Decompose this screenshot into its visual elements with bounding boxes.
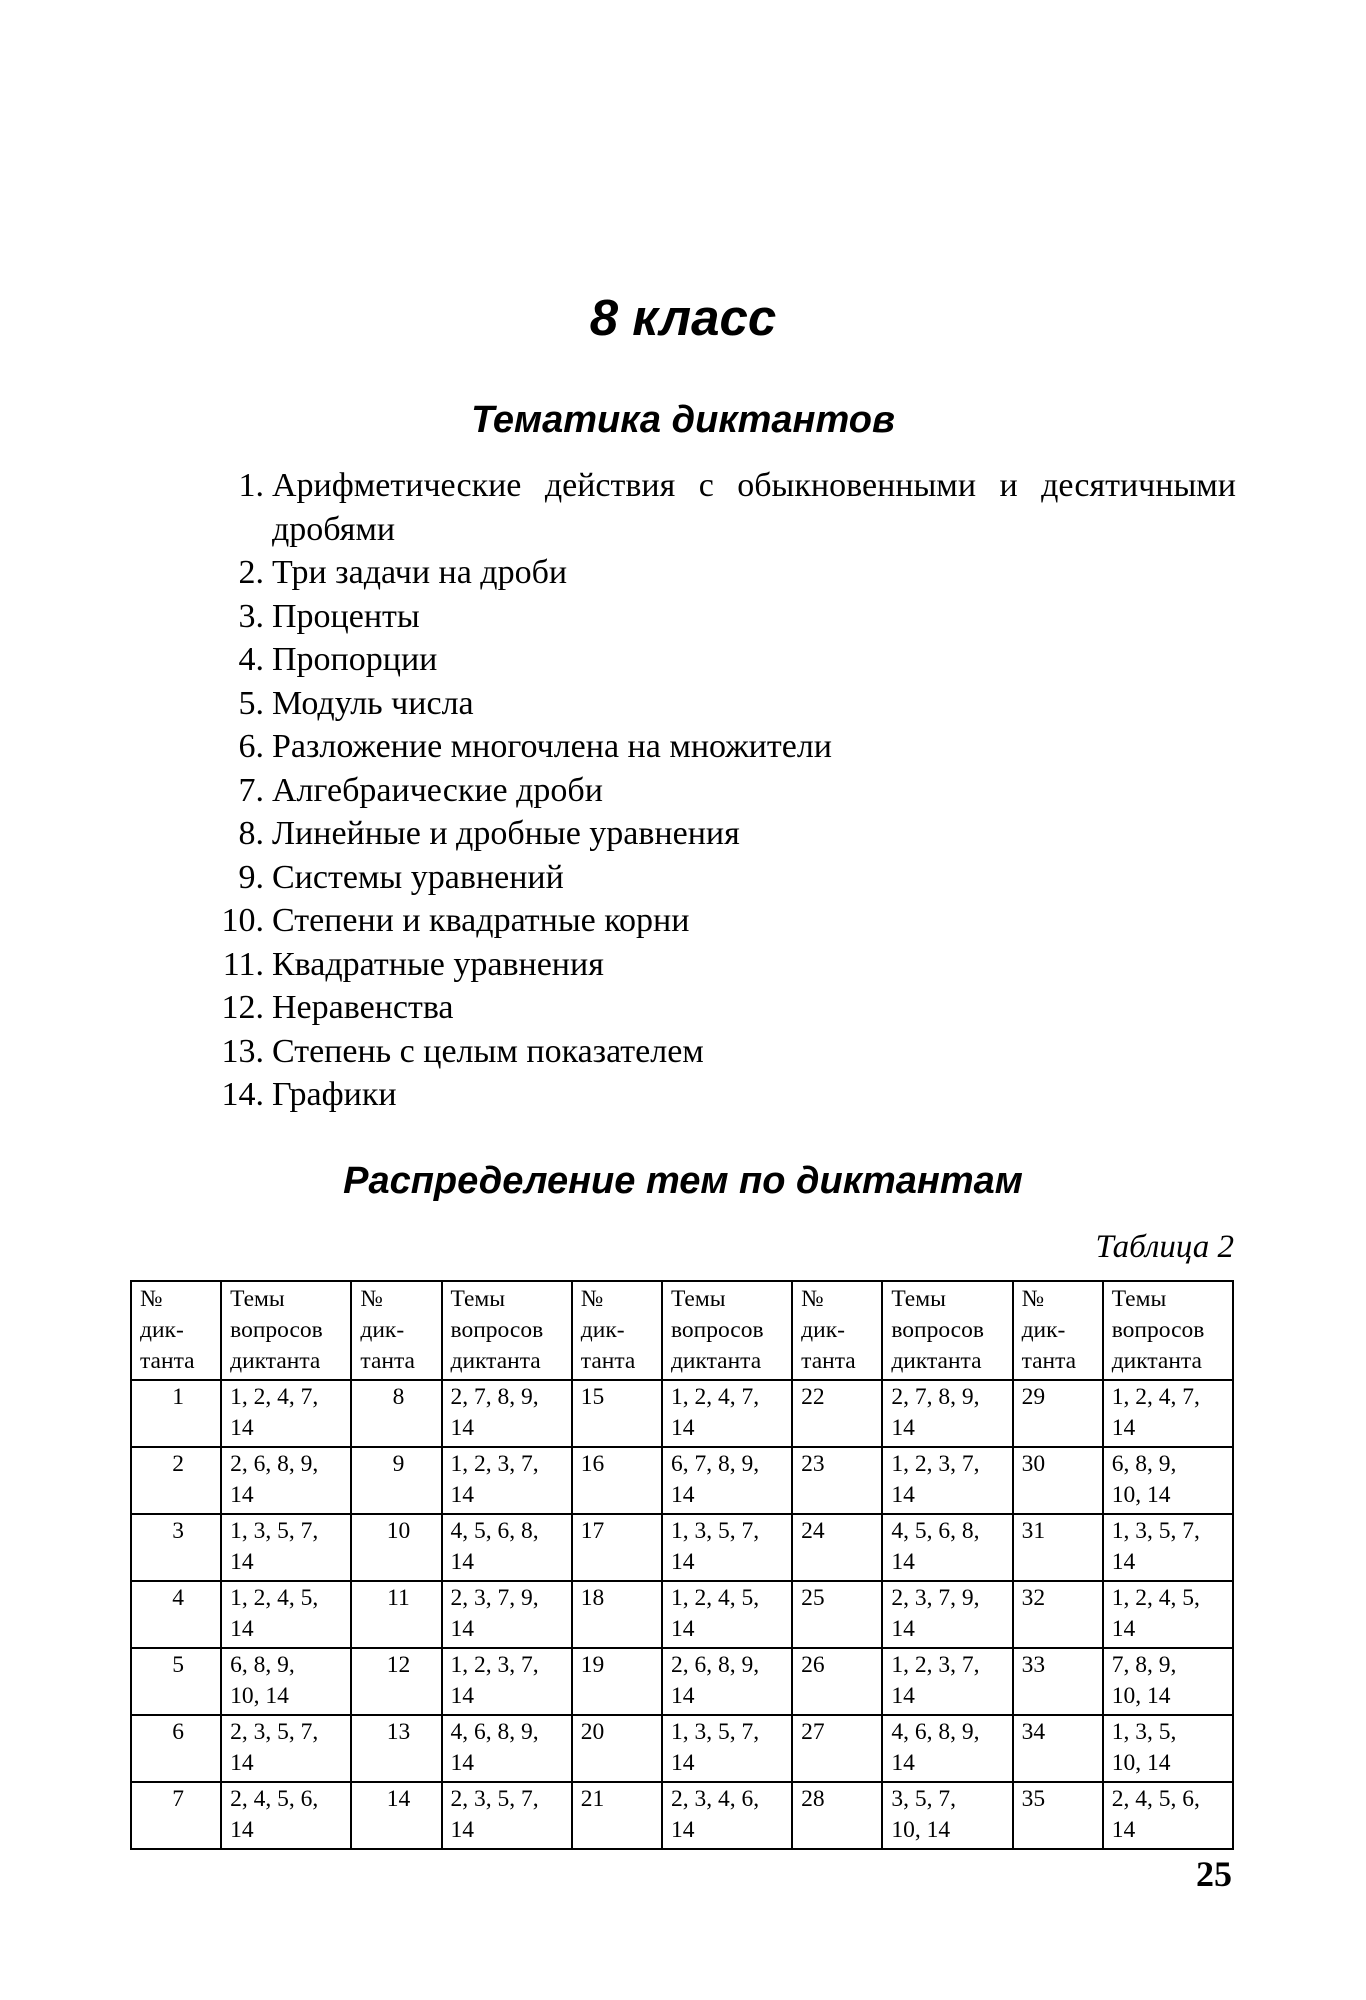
topics-cell: 2, 3, 7, 9, 14 xyxy=(442,1581,572,1648)
dictation-number-cell: 4 xyxy=(131,1581,221,1648)
dictation-number-cell: 32 xyxy=(1013,1581,1103,1648)
topics-cell: 3, 5, 7, 10, 14 xyxy=(882,1782,1012,1849)
dictation-number-cell: 15 xyxy=(572,1380,662,1447)
topics-cell: 2, 7, 8, 9, 14 xyxy=(882,1380,1012,1447)
distribution-heading: Распределение тем по диктантам xyxy=(343,1160,1023,1202)
topics-cell: 2, 3, 4, 6, 14 xyxy=(662,1782,792,1849)
dictation-number-cell: 33 xyxy=(1013,1648,1103,1715)
topics-cell: 4, 5, 6, 8, 14 xyxy=(882,1514,1012,1581)
topics-heading: Тематика диктантов xyxy=(471,399,895,441)
dictation-number-cell: 11 xyxy=(351,1581,441,1648)
dictation-number-cell: 7 xyxy=(131,1782,221,1849)
list-item: 12. Неравенства xyxy=(221,989,454,1026)
topics-cell: 2, 4, 5, 6, 14 xyxy=(221,1782,351,1849)
topics-cell: 4, 6, 8, 9, 14 xyxy=(882,1715,1012,1782)
dictation-number-cell: 13 xyxy=(351,1715,441,1782)
topics-cell: 1, 2, 3, 7, 14 xyxy=(442,1648,572,1715)
dictation-number-cell: 14 xyxy=(351,1782,441,1849)
header-topics-cell: Темы вопросов диктанта xyxy=(882,1281,1012,1380)
list-item: 13. Степень с целым показателем xyxy=(221,1032,704,1070)
header-number-cell: № дик- танта xyxy=(351,1281,441,1380)
table-header-row xyxy=(131,1281,1233,1380)
dictation-number-cell: 35 xyxy=(1013,1782,1103,1849)
list-item: 14. Графики xyxy=(221,1076,397,1113)
table-row xyxy=(131,1648,1233,1715)
dictation-number-cell: 26 xyxy=(792,1648,882,1715)
list-item: 2. Три задачи на дроби xyxy=(238,554,568,591)
table-row xyxy=(131,1715,1233,1782)
topics-cell: 1, 2, 4, 7, 14 xyxy=(221,1380,351,1447)
dictation-number-cell: 28 xyxy=(792,1782,882,1849)
topics-cell: 2, 3, 5, 7, 14 xyxy=(442,1782,572,1849)
header-number-cell: № дик- танта xyxy=(131,1281,221,1380)
dictation-number-cell: 21 xyxy=(572,1782,662,1849)
header-number-cell: № дик- танта xyxy=(572,1281,662,1380)
dictation-number-cell: 16 xyxy=(572,1447,662,1514)
list-item: 8. Линейные и дробные уравнения xyxy=(238,815,740,852)
table-row xyxy=(131,1447,1233,1514)
header-topics-cell: Темы вопросов диктанта xyxy=(662,1281,792,1380)
topics-cell: 1, 3, 5, 7, 14 xyxy=(221,1514,351,1581)
dictation-number-cell: 31 xyxy=(1013,1514,1103,1581)
topics-cell: 2, 3, 7, 9, 14 xyxy=(882,1581,1012,1648)
topics-cell: 1, 2, 4, 7, 14 xyxy=(1103,1380,1233,1447)
topics-cell: 6, 8, 9, 10, 14 xyxy=(1103,1447,1233,1514)
list-item: 3. Проценты xyxy=(238,597,420,635)
topics-cell: 1, 2, 3, 7, 14 xyxy=(882,1447,1012,1514)
distribution-table xyxy=(130,1280,1234,1850)
list-item: 5. Модуль числа xyxy=(238,684,474,722)
header-number-cell: № дик- танта xyxy=(1013,1281,1103,1380)
dictation-number-cell: 30 xyxy=(1013,1447,1103,1514)
dictation-number-cell: 6 xyxy=(131,1715,221,1782)
topics-cell: 1, 3, 5, 7, 14 xyxy=(662,1514,792,1581)
table-body xyxy=(131,1380,1233,1849)
dictation-number-cell: 23 xyxy=(792,1447,882,1514)
topics-cell: 1, 2, 4, 5, 14 xyxy=(662,1581,792,1648)
topics-cell: 2, 3, 5, 7, 14 xyxy=(221,1715,351,1782)
dictation-number-cell: 2 xyxy=(131,1447,221,1514)
list-item: 4. Пропорции xyxy=(238,641,438,678)
header-topics-cell: Темы вопросов диктанта xyxy=(221,1281,351,1380)
dictation-number-cell: 1 xyxy=(131,1380,221,1447)
table-row xyxy=(131,1380,1233,1447)
table-row xyxy=(131,1782,1233,1849)
list-item: 9. Системы уравнений xyxy=(238,858,564,896)
topics-cell: 1, 2, 4, 7, 14 xyxy=(662,1380,792,1447)
header-number-cell: № дик- танта xyxy=(792,1281,882,1380)
dictation-number-cell: 10 xyxy=(351,1514,441,1581)
topics-cell: 6, 8, 9, 10, 14 xyxy=(221,1648,351,1715)
list-item: 7. Алгебраические дроби xyxy=(238,771,603,809)
list-item: 10. Степени и квадратные корни xyxy=(221,902,690,939)
dictation-number-cell: 29 xyxy=(1013,1380,1103,1447)
list-item: 6. Разложение многочлена на множители xyxy=(238,728,832,765)
topics-list xyxy=(196,464,1236,1117)
list-item: 11. Квадратные уравнения xyxy=(222,945,604,983)
dictation-number-cell: 8 xyxy=(351,1380,441,1447)
dictation-number-cell: 20 xyxy=(572,1715,662,1782)
dictation-number-cell: 17 xyxy=(572,1514,662,1581)
topics-cell: 1, 3, 5, 7, 14 xyxy=(662,1715,792,1782)
header-topics-cell: Темы вопросов диктанта xyxy=(442,1281,572,1380)
dictation-number-cell: 19 xyxy=(572,1648,662,1715)
table-row xyxy=(131,1581,1233,1648)
dictation-number-cell: 9 xyxy=(351,1447,441,1514)
topics-cell: 7, 8, 9, 10, 14 xyxy=(1103,1648,1233,1715)
grade-title: 8 класс xyxy=(589,289,777,346)
header-topics-cell: Темы вопросов диктанта xyxy=(1103,1281,1233,1380)
topics-cell: 4, 6, 8, 9, 14 xyxy=(442,1715,572,1782)
topics-cell: 2, 6, 8, 9, 14 xyxy=(221,1447,351,1514)
topics-cell: 2, 7, 8, 9, 14 xyxy=(442,1380,572,1447)
dictation-number-cell: 22 xyxy=(792,1380,882,1447)
table-caption: Таблица 2 xyxy=(1095,1229,1234,1265)
list-item: 1. Арифметические действия с обыкновенными и десятичными дробями xyxy=(238,467,1236,548)
topics-cell: 1, 2, 4, 5, 14 xyxy=(221,1581,351,1648)
topics-cell: 2, 6, 8, 9, 14 xyxy=(662,1648,792,1715)
dictation-number-cell: 5 xyxy=(131,1648,221,1715)
dictation-number-cell: 24 xyxy=(792,1514,882,1581)
topics-cell: 1, 2, 4, 5, 14 xyxy=(1103,1581,1233,1648)
topics-cell: 2, 4, 5, 6, 14 xyxy=(1103,1782,1233,1849)
dictation-number-cell: 27 xyxy=(792,1715,882,1782)
topics-cell: 1, 3, 5, 7, 14 xyxy=(1103,1514,1233,1581)
dictation-number-cell: 34 xyxy=(1013,1715,1103,1782)
dictation-number-cell: 12 xyxy=(351,1648,441,1715)
topics-cell: 1, 3, 5, 10, 14 xyxy=(1103,1715,1233,1782)
dictation-number-cell: 18 xyxy=(572,1581,662,1648)
topics-cell: 1, 2, 3, 7, 14 xyxy=(442,1447,572,1514)
table-row xyxy=(131,1514,1233,1581)
dictation-number-cell: 25 xyxy=(792,1581,882,1648)
page-number: 25 xyxy=(1196,1854,1232,1894)
topics-cell: 6, 7, 8, 9, 14 xyxy=(662,1447,792,1514)
topics-cell: 1, 2, 3, 7, 14 xyxy=(882,1648,1012,1715)
dictation-number-cell: 3 xyxy=(131,1514,221,1581)
topics-cell: 4, 5, 6, 8, 14 xyxy=(442,1514,572,1581)
